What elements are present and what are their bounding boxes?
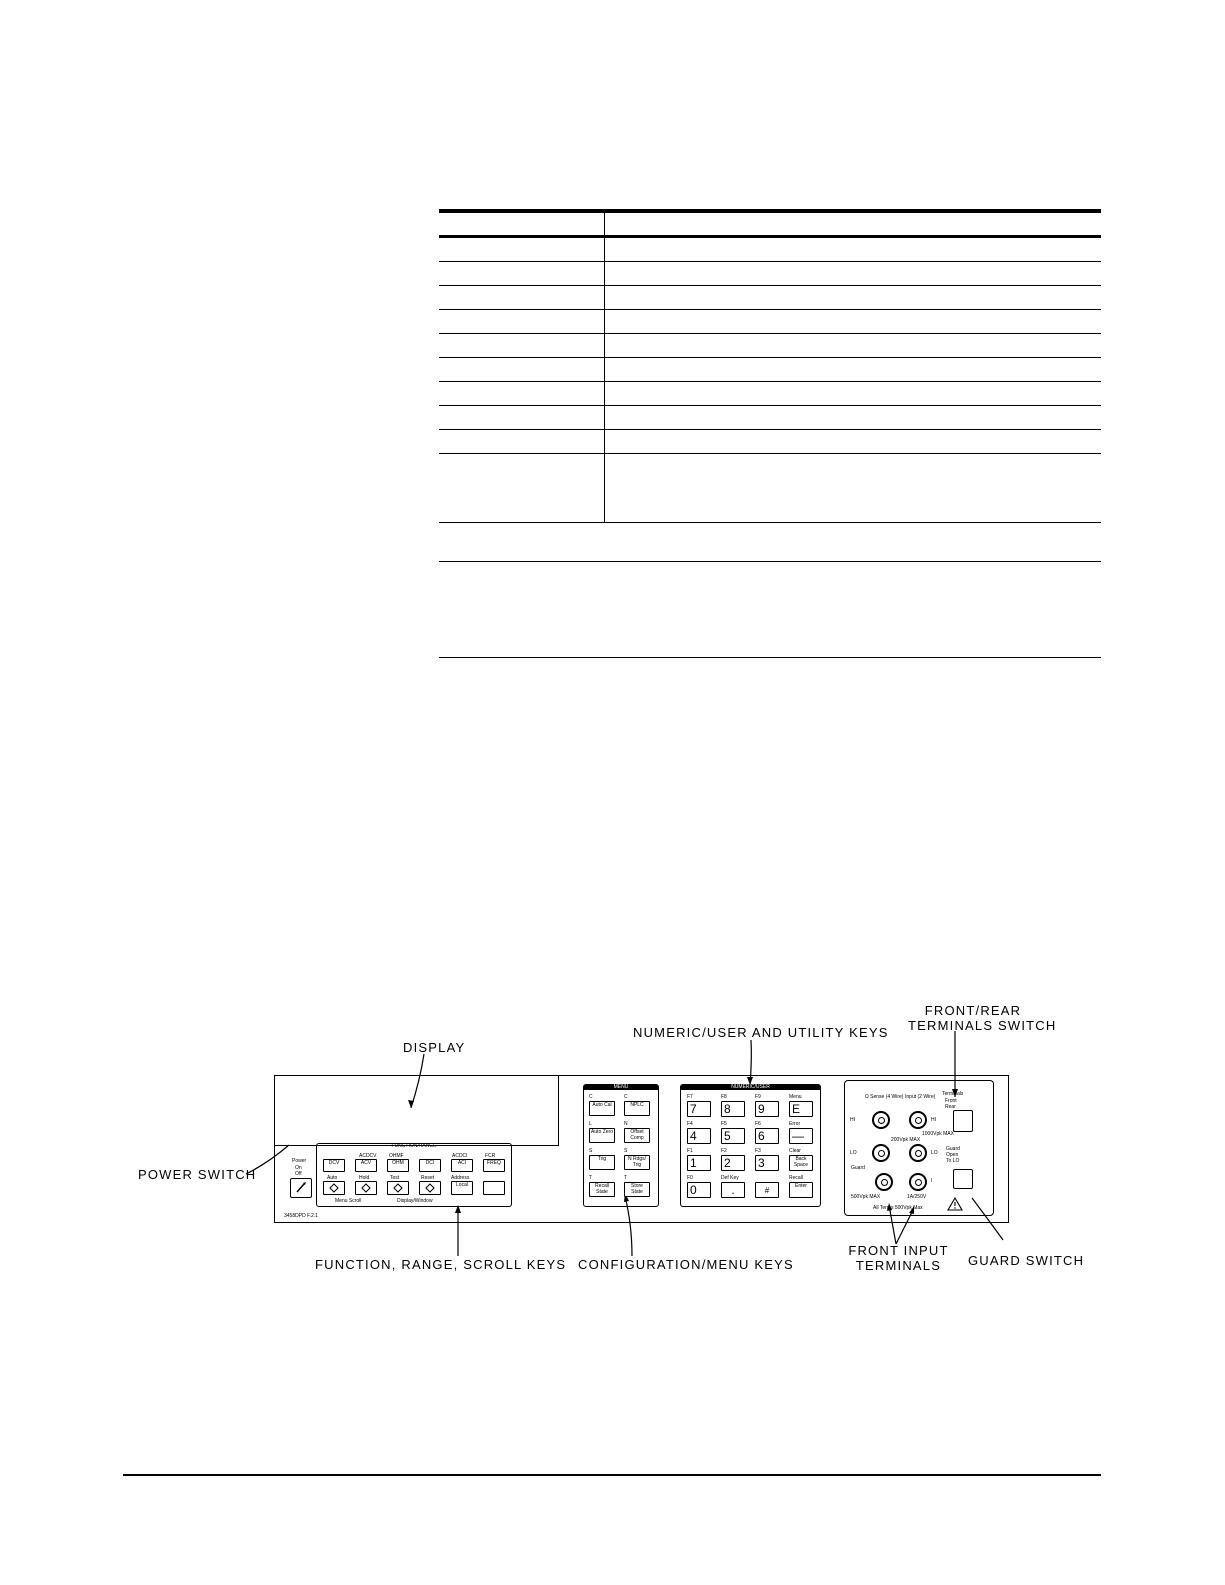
fn-label: F5 [721, 1121, 727, 1127]
enter-key[interactable]: Enter [789, 1182, 813, 1198]
diamond-icon [420, 1182, 440, 1194]
instrument-front-panel [274, 1075, 1009, 1223]
page-bottom-rule [123, 1474, 1101, 1476]
rating-sense: 200Vpk MAX [891, 1137, 921, 1143]
guard-to-lo-label: To LO [946, 1158, 960, 1164]
fn-label: Clear [789, 1148, 801, 1154]
auto-label: Auto [327, 1175, 338, 1181]
key-3[interactable]: 3 [755, 1155, 779, 1171]
current-terminal[interactable] [909, 1173, 927, 1191]
sense-lo-terminal[interactable] [872, 1144, 890, 1162]
current-terminal-label: I [931, 1178, 933, 1184]
callout-numeric-user-utility-keys: NUMERIC/USER AND UTILITY KEYS [633, 1025, 889, 1040]
function-range-group [316, 1143, 512, 1207]
offset-comp-key[interactable]: Offset Comp [624, 1128, 650, 1143]
menu-letter: S [624, 1148, 628, 1154]
fn-label: Menu [789, 1094, 802, 1100]
shift-label-acdci: ACDCI [452, 1153, 468, 1159]
reset-label: Reset [421, 1175, 435, 1181]
acv-key[interactable]: ACV [355, 1159, 377, 1172]
recall-state-key[interactable]: Recall State [589, 1182, 615, 1197]
key-e[interactable]: E [789, 1101, 813, 1117]
guard-terminal-label: Guard [851, 1165, 865, 1171]
key-hash[interactable]: # [755, 1182, 779, 1198]
diamond-icon [324, 1182, 344, 1194]
warning-icon [947, 1197, 963, 1211]
figure-id: 3458DPD F.2.1 [284, 1213, 318, 1219]
local-key[interactable]: Local [451, 1181, 473, 1195]
power-switch[interactable] [290, 1178, 312, 1198]
n-rdgs-trig-key[interactable]: N Rdgs/ Trig [624, 1155, 650, 1170]
callout-front-rear-switch [908, 1003, 1057, 1033]
shift-label-acdcv: ACDCV [359, 1153, 377, 1159]
rating-hi: 1000Vpk MAX [922, 1131, 954, 1137]
numeric-user-group [680, 1084, 821, 1207]
test-label: Test [390, 1175, 400, 1181]
callout-front-input-line1: FRONT INPUT [848, 1243, 949, 1258]
key-7[interactable]: 7 [687, 1101, 711, 1117]
fn-label: F6 [755, 1121, 761, 1127]
key-5[interactable]: 5 [721, 1128, 745, 1144]
diamond-icon [356, 1182, 376, 1194]
fn-label: F4 [687, 1121, 693, 1127]
power-off-label: Off [295, 1171, 302, 1177]
store-state-key[interactable]: Store State [624, 1182, 650, 1197]
menu-letter: T [624, 1175, 628, 1181]
fn-label: F9 [755, 1094, 761, 1100]
window-left-key[interactable] [387, 1181, 409, 1195]
display-window-label: Display/Window [397, 1198, 433, 1204]
callout-front-input-terminals [846, 1243, 951, 1273]
callout-display: DISPLAY [403, 1040, 466, 1055]
menu-letter: C [589, 1094, 593, 1100]
nplc-key[interactable]: NPLC [624, 1101, 650, 1116]
fn-label: F3 [755, 1148, 761, 1154]
input-hi-label: HI [931, 1117, 936, 1123]
terminals-label: Terminals [942, 1091, 964, 1097]
key-1[interactable]: 1 [687, 1155, 711, 1171]
aci-key[interactable]: ACI [451, 1159, 473, 1172]
auto-cal-key[interactable]: Auto Cal [589, 1101, 615, 1116]
terminals-front-label: Front [945, 1098, 957, 1104]
key-9[interactable]: 9 [755, 1101, 779, 1117]
rating-current: 1A/250V [907, 1194, 927, 1200]
sense-lo-label: LO [850, 1150, 857, 1156]
fn-label: F7 [687, 1094, 693, 1100]
fn-label: F1 [687, 1148, 693, 1154]
address-label: Address [451, 1175, 470, 1181]
all-terms-rating: All Terms 500Vpk Max [873, 1205, 923, 1211]
front-rear-terminals-switch[interactable] [953, 1110, 973, 1132]
menu-letter: N [624, 1121, 628, 1127]
blank-key[interactable] [483, 1181, 505, 1195]
power-switch-icon [291, 1179, 311, 1197]
menu-letter: S [589, 1148, 593, 1154]
ohm-key[interactable]: OHM [387, 1159, 409, 1172]
scroll-up-key[interactable] [323, 1181, 345, 1195]
guard-switch[interactable] [953, 1169, 973, 1189]
key-decimal[interactable]: . [721, 1182, 745, 1198]
callout-function-range-scroll-keys: FUNCTION, RANGE, SCROLL KEYS [315, 1257, 567, 1272]
callout-configuration-menu-keys: CONFIGURATION/MENU KEYS [578, 1257, 794, 1272]
sense-hi-label: HI [850, 1117, 855, 1123]
input-lo-terminal[interactable] [909, 1144, 927, 1162]
power-on-label: On [295, 1165, 302, 1171]
power-label: Power [292, 1158, 307, 1164]
menu-letter: T [589, 1175, 593, 1181]
menu-scroll-label: Menu Scroll [335, 1198, 362, 1204]
dcv-key[interactable]: DCV [323, 1159, 345, 1172]
fn-label: F2 [721, 1148, 727, 1154]
input-lo-label: LO [931, 1150, 938, 1156]
key-minus[interactable]: — [789, 1128, 813, 1144]
fn-label: Def Key [721, 1175, 739, 1181]
key-4[interactable]: 4 [687, 1128, 711, 1144]
back-space-key[interactable]: Back Space [789, 1155, 813, 1171]
shift-label-fcr: FCR [485, 1153, 496, 1159]
input-hi-terminal[interactable] [909, 1111, 927, 1129]
trig-key[interactable]: Trig [589, 1155, 615, 1170]
callout-guard-switch: GUARD SWITCH [968, 1253, 1085, 1268]
freq-key[interactable]: FREQ [483, 1159, 505, 1172]
menu-title: MENU [613, 1084, 629, 1090]
menu-letter: C [624, 1094, 628, 1100]
fn-label: Recall [789, 1175, 803, 1181]
guard-switch-label: Guard [946, 1146, 960, 1152]
sense-label: Ω Sense (4 Wire) [865, 1094, 904, 1100]
key-2[interactable]: 2 [721, 1155, 745, 1171]
callout-front-input-line2: TERMINALS [855, 1258, 942, 1273]
input-label: Input (2 Wire) [905, 1094, 936, 1100]
key-8[interactable]: 8 [721, 1101, 745, 1117]
guard-terminal[interactable] [875, 1173, 893, 1191]
guard-open-label: Open [946, 1152, 959, 1158]
shift-label-ohmf: OHMF [389, 1153, 404, 1159]
input-terminals-area [844, 1080, 994, 1216]
diamond-icon [388, 1182, 408, 1194]
window-right-key[interactable] [419, 1181, 441, 1195]
rating-guard: 500Vpk MAX [851, 1194, 881, 1200]
menu-letter: L [589, 1121, 592, 1127]
hold-label: Hold [359, 1175, 370, 1181]
menu-group [583, 1084, 659, 1207]
callout-front-rear-line1: FRONT/REAR [924, 1003, 1022, 1018]
key-6[interactable]: 6 [755, 1128, 779, 1144]
fn-label: Error [789, 1121, 801, 1127]
numeric-title: NUMERIC/USER [731, 1084, 770, 1090]
terminals-rear-label: Rear [945, 1104, 956, 1110]
dci-key[interactable]: DCI [419, 1159, 441, 1172]
display-window [275, 1076, 559, 1146]
callout-power-switch: POWER SWITCH [138, 1167, 257, 1182]
sense-hi-terminal[interactable] [872, 1111, 890, 1129]
scroll-down-key[interactable] [355, 1181, 377, 1195]
fn-label: F8 [721, 1094, 727, 1100]
function-range-title: FUNCTION/RANGE [391, 1143, 437, 1149]
callout-front-rear-line2: TERMINALS SWITCH [908, 1018, 1057, 1033]
auto-zero-key[interactable]: Auto Zero [589, 1128, 615, 1143]
key-0[interactable]: 0 [687, 1182, 711, 1198]
fn-label: F0 [687, 1175, 693, 1181]
